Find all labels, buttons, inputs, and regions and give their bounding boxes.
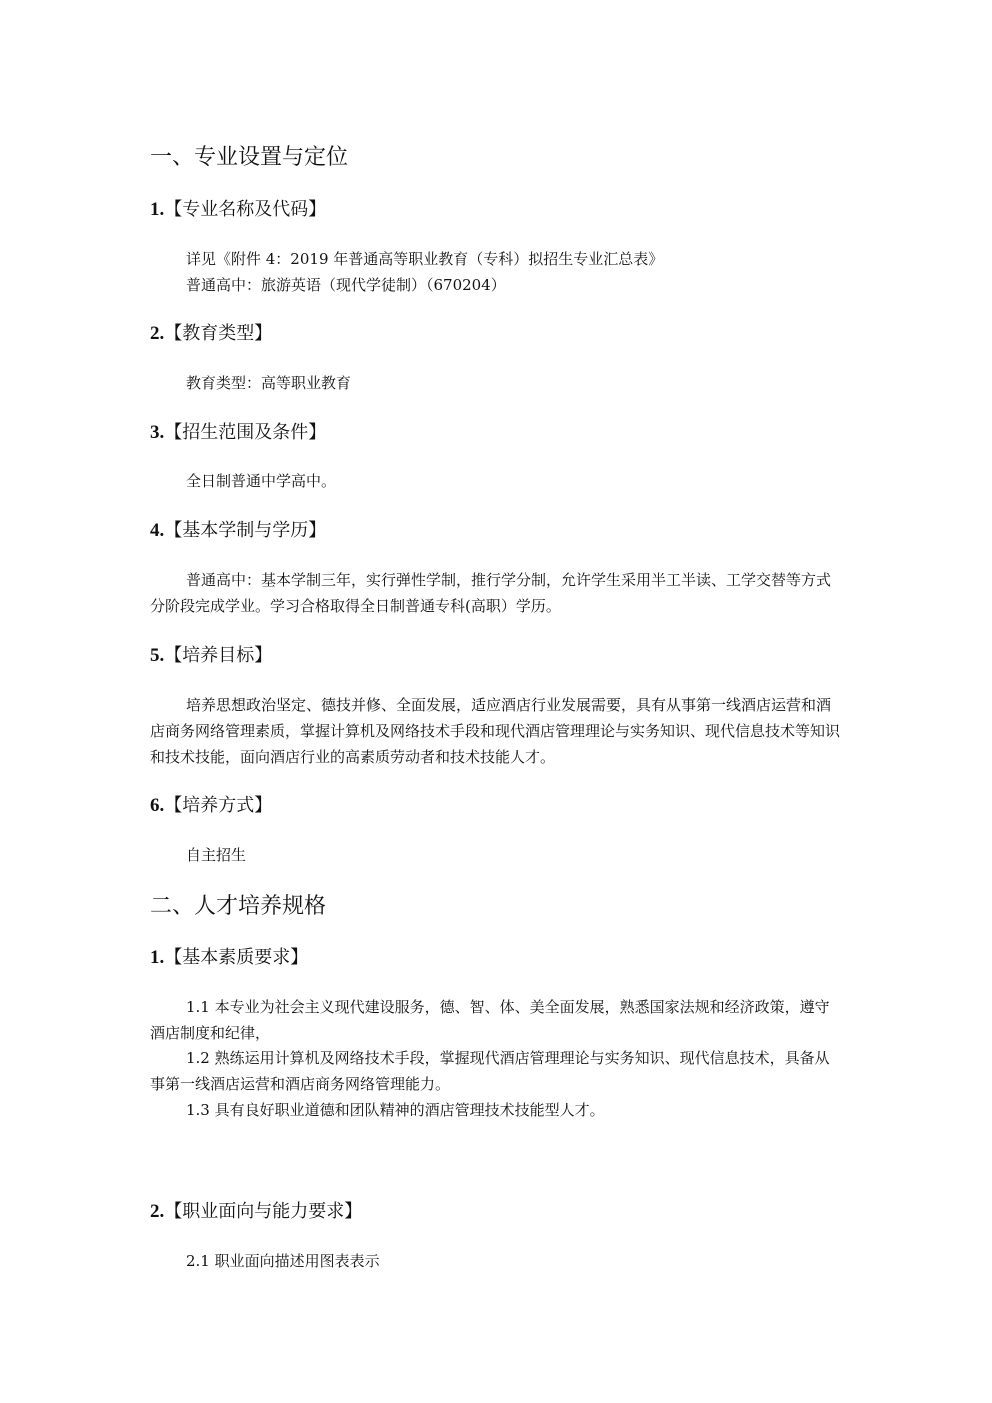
- heading-text: 【基本学制与学历】: [164, 520, 327, 541]
- section-2-title: 二、人才培养规格: [150, 894, 327, 919]
- body-line: 普通高中：旅游英语（现代学徒制）（670204）: [186, 276, 506, 294]
- heading-1-1: [150, 197, 326, 223]
- heading-1-4: [150, 518, 326, 544]
- heading-number: 6.: [150, 795, 165, 816]
- body-text: [150, 1248, 844, 1274]
- heading-2-2: [150, 1199, 362, 1225]
- heading-text: 【教育类型】: [164, 323, 273, 344]
- heading-text: 【培养目标】: [164, 645, 273, 666]
- heading-number: 2.: [150, 323, 165, 344]
- heading-2-1: [150, 945, 308, 971]
- body-point: 1.1 本专业为社会主义现代建设服务，德、智、体、美全面发展，熟悉国家法规和经济政策，遵守酒店制度和纪律，: [150, 998, 830, 1042]
- body-text: [150, 246, 844, 298]
- heading-number: 5.: [150, 645, 165, 666]
- heading-number: 3.: [150, 422, 165, 443]
- heading-text: 【培养方式】: [164, 795, 273, 816]
- body-line: 全日制普通中学高中。: [186, 472, 337, 490]
- heading-number: 2.: [150, 1201, 165, 1222]
- heading-number: 1.: [150, 947, 165, 968]
- body-text: [150, 370, 844, 396]
- body-point: 1.3 具有良好职业道德和团队精神的酒店管理技术技能型人才。: [186, 1101, 605, 1119]
- heading-text: 【基本素质要求】: [164, 947, 309, 968]
- body-text: [150, 842, 844, 868]
- body-text: [150, 468, 844, 494]
- body-paragraph: 培养思想政治坚定、德技并修、全面发展，适应酒店行业发展需要，具有从事第一线酒店运营和酒店商务网络管理素质，掌握计算机及网络技术手段和现代酒店管理理论与实务知识、现代信息技术等知识和技术技能，面向酒店行业的高素质劳动者和技术技能人才。: [150, 696, 841, 766]
- body-line: 教育类型：高等职业教育: [186, 374, 352, 392]
- heading-1-3: [150, 420, 326, 446]
- heading-1-5: [150, 643, 272, 669]
- heading-1-2: [150, 321, 272, 347]
- body-line: 自主招生: [186, 846, 247, 864]
- body-line: 2.1 职业面向描述用图表表示: [186, 1252, 380, 1270]
- heading-number: 1.: [150, 199, 165, 220]
- heading-number: 4.: [150, 520, 165, 541]
- body-paragraph: 普通高中：基本学制三年，实行弹性学制，推行学分制，允许学生采用半工半读、工学交替等方式分阶段完成学业。学习合格取得全日制普通专科(高职）学历。: [150, 571, 832, 615]
- heading-text: 【专业名称及代码】: [164, 199, 327, 220]
- body-line: 详见《附件 4：2019 年普通高等职业教育（专科）拟招生专业汇总表》: [186, 250, 664, 268]
- heading-1-6: [150, 793, 272, 819]
- body-point: 1.2 熟练运用计算机及网络技术手段，掌握现代酒店管理理论与实务知识、现代信息技术，具备从事第一线酒店运营和酒店商务网络管理能力。: [150, 1049, 830, 1093]
- heading-text: 【职业面向与能力要求】: [164, 1201, 363, 1222]
- heading-text: 【招生范围及条件】: [164, 422, 327, 443]
- section-1-title: 一、专业设置与定位: [150, 145, 349, 170]
